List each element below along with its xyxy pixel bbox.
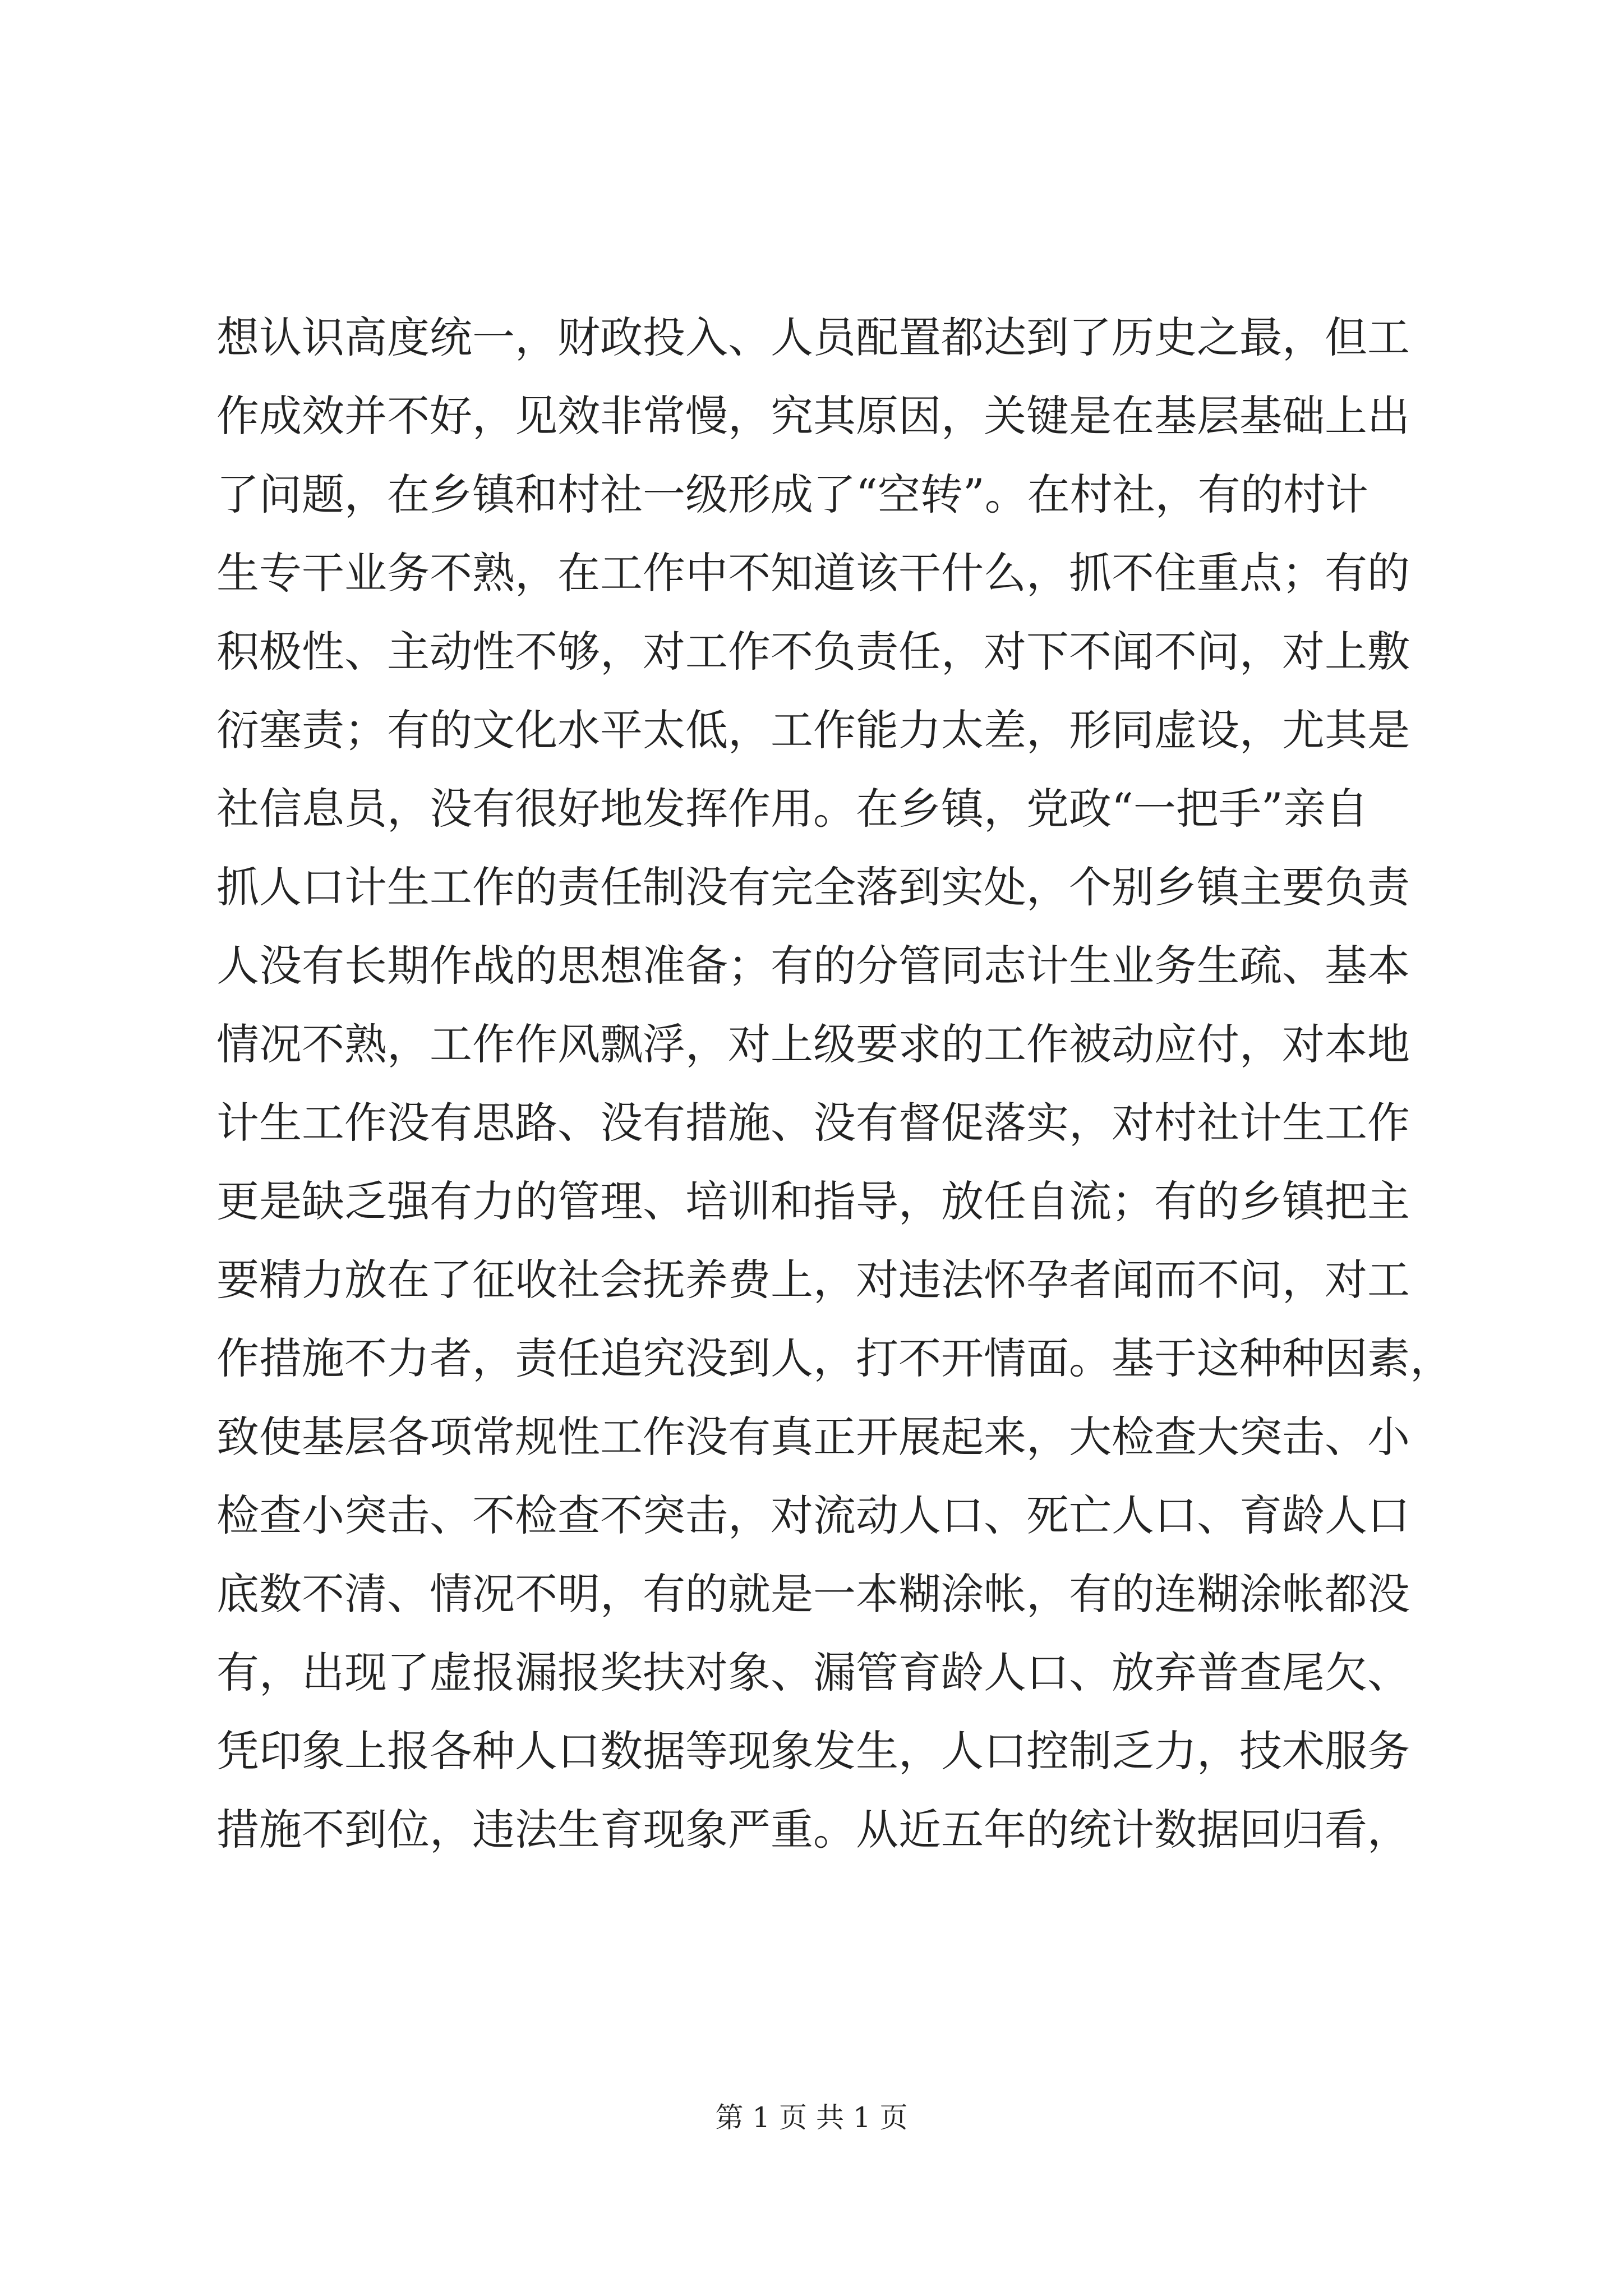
text-line: 作成效并不好，见效非常慢，究其原因，关键是在基层基础上出: [216, 391, 1410, 441]
text-line: 想认识高度统一，财政投入、人员配置都达到了历史之最，但工: [216, 312, 1410, 362]
body-text: [216, 298, 1453, 1869]
text-line: 社信息员，没有很好地发挥作用。在乡镇，党政“一把手”亲自: [216, 784, 1368, 834]
text-line: 作措施不力者，责任追究没到人，打不开情面。基于这种种因素，: [216, 1333, 1453, 1383]
text-line: 措施不到位，违法生育现象严重。从近五年的统计数据回归看，: [216, 1805, 1410, 1855]
page-footer: [0, 2098, 1623, 2137]
text-line: 抓人口计生工作的责任制没有完全落到实处，个别乡镇主要负责: [216, 862, 1410, 912]
text-line: 更是缺乏强有力的管理、培训和指导，放任自流；有的乡镇把主: [216, 1176, 1410, 1226]
text-line: 要精力放在了征收社会抚养费上，对违法怀孕者闻而不问，对工: [216, 1255, 1410, 1305]
text-line: 凭印象上报各种人口数据等现象发生，人口控制乏力，技术服务: [216, 1726, 1410, 1776]
text-line: 积极性、主动性不够，对工作不负责任，对下不闻不问，对上敷: [216, 627, 1410, 677]
text-line: 生专干业务不熟，在工作中不知道该干什么，抓不住重点；有的: [216, 548, 1410, 598]
page-number-label: 第 1 页 共 1 页: [715, 2101, 908, 2134]
text-line: 人没有长期作战的思想准备；有的分管同志计生业务生疏、基本: [216, 941, 1410, 991]
text-line: 致使基层各项常规性工作没有真正开展起来，大检查大突击、小: [216, 1412, 1410, 1462]
text-line: 计生工作没有思路、没有措施、没有督促落实，对村社计生工作: [216, 1098, 1410, 1148]
text-line: 了问题，在乡镇和村社一级形成了“空转”。在村社，有的村计: [216, 470, 1368, 519]
text-line: 底数不清、情况不明，有的就是一本糊涂帐，有的连糊涂帐都没: [216, 1569, 1410, 1619]
text-line: 有，出现了虚报漏报奖扶对象、漏管育龄人口、放弃普查尾欠、: [216, 1648, 1410, 1697]
text-line: 情况不熟，工作作风飘浮，对上级要求的工作被动应付，对本地: [216, 1019, 1410, 1069]
text-line: 衍塞责；有的文化水平太低，工作能力太差，形同虚设，尤其是: [216, 705, 1410, 755]
text-line: 检查小突击、不检查不突击，对流动人口、死亡人口、育龄人口: [216, 1490, 1410, 1540]
